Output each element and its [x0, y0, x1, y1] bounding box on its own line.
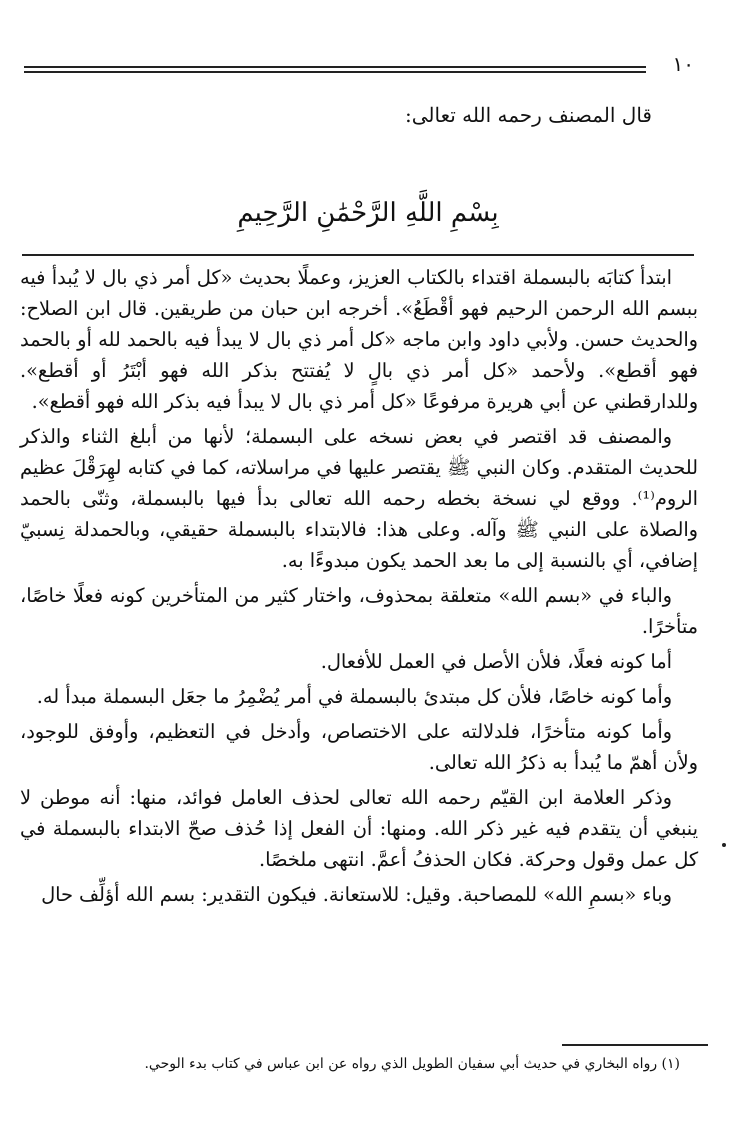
section-rule: [22, 254, 694, 256]
header-rule-top: [24, 66, 646, 68]
footnote-rule: [562, 1044, 708, 1046]
paragraph: ابتدأ كتابَه بالبسملة اقتداء بالكتاب العزيز، وعملًا بحديث «كل أمر ذي بال لا يُبدأ فيه ببسم الله الرحمن الرحيم فهو أقْطَعُ». أخرجه ابن حبان من طريقين. قال ابن الصلاح: والحديث حسن. ولأبي داود وابن ماجه «كل أمر ذي بال لا يبدأ فيه بالحمد لله أو بالحمد فهو أقطع». ولأحمد «كل أمر ذي بالٍ لا يُفتتح بذكر الله فهو أبْتَرُ أو أقطع». وللدارقطني عن أبي هريرة مرفوعًا «كل أمر ذي بال لا يبدأ فيه بذكر الله فهو أقطع».: [20, 266, 698, 413]
header-rule-bottom: [24, 71, 646, 73]
paragraph: والمصنف قد اقتصر في بعض نسخه على البسملة؛ لأنها من أبلغ الثناء والذكر للحديث المتقدم. وكان النبي ﷺ يقتصر عليها في مراسلاته، كما في كتابه لهِرَقْلَ عظيم الروم⁽¹⁾. ووقع لي نسخة بخطه رحمه الله تعالى بدأ فيها بالبسملة، وثنّى بالحمد والصلاة على النبي ﷺ وآله. وعلى هذا: فالابتداء بالبسملة حقيقي، وبالحمدلة نِسبيّ إضافي، أي بالنسبة إلى ما بعد الحمد يكون مبدوءًا به.: [20, 425, 698, 572]
paragraph: والباء في «بسم الله» متعلقة بمحذوف، واختار كثير من المتأخرين كونه فعلًا خاصًا، متأخرًا.: [20, 584, 698, 638]
margin-dot: [722, 843, 726, 847]
body-text: [20, 262, 698, 914]
paragraph: وأما كونه متأخرًا، فلدلالته على الاختصاص، وأدخل في التعظيم، وأوفق للوجود، ولأن أهمّ ما يُبدأ به ذكرُ الله تعالى.: [20, 720, 698, 774]
paragraph: وباء «بسمِ الله» للمصاحبة. وقيل: للاستعانة. فيكون التقدير: بسم الله أؤلِّف حال: [41, 883, 672, 906]
intro-line: قال المصنف رحمه الله تعالى:: [404, 103, 652, 127]
paragraph: أما كونه فعلًا، فلأن الأصل في العمل للأفعال.: [320, 650, 672, 673]
basmala-heading: بِسْمِ اللَّهِ الرَّحْمَٰنِ الرَّحِيمِ: [237, 198, 499, 228]
page-header: [24, 52, 694, 76]
paragraph: وأما كونه خاصًا، فلأن كل مبتدئ بالبسملة في أمر يُضْمِرُ ما جعَل البسملة مبدأ له.: [36, 685, 672, 708]
footnote: (١) رواه البخاري في حديث أبي سفيان الطويل الذي رواه عن ابن عباس في كتاب بدء الوحي.: [144, 1056, 680, 1072]
paragraph: وذكر العلامة ابن القيّم رحمه الله تعالى لحذف العامل فوائد، منها: أنه موطن لا ينبغي أن يتقدم فيه غير ذكر الله. ومنها: أن الفعل إذا حُذف صحّ الابتداء بالبسملة في كل عمل وقول وحركة. فكان الحذفُ أعمَّ. انتهى ملخصًا.: [20, 786, 698, 871]
page-number: ١٠: [672, 52, 694, 76]
